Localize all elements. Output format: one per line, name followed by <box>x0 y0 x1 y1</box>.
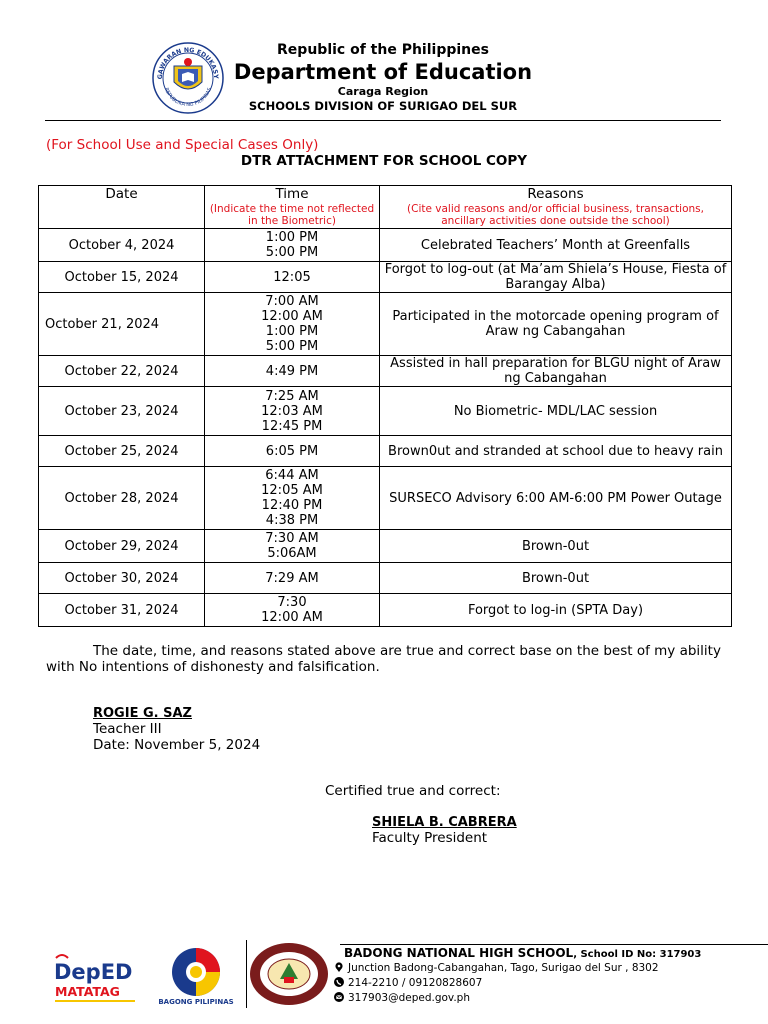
date-header-label: Date <box>105 186 138 202</box>
time-entry: 1:00 PM <box>265 230 319 245</box>
row-date: October 4, 2024 <box>39 229 205 262</box>
time-entry: 5:00 PM <box>265 339 319 354</box>
row-reason: SURSECO Advisory 6:00 AM-6:00 PM Power Outage <box>380 467 732 530</box>
time-entry: 4:38 PM <box>265 513 319 528</box>
school-address <box>334 962 659 974</box>
row-reason: Participated in the motorcade opening program of Araw ng Cabangahan <box>380 293 732 356</box>
certified-label: Certified true and correct: <box>325 783 501 799</box>
row-reason: Forgot to log-in (SPTA Day) <box>380 594 732 627</box>
table-row <box>39 530 732 563</box>
reasons-header-label: Reasons <box>527 186 584 202</box>
row-date: October 21, 2024 <box>39 293 205 356</box>
time-entry: 12:05 AM <box>261 483 323 498</box>
location-pin-icon <box>334 962 344 972</box>
row-reason: Assisted in hall preparation for BLGU night of Araw ng Cabangahan <box>380 356 732 387</box>
time-entry: 1:00 PM <box>265 324 319 339</box>
time-entry: 5:00 PM <box>265 245 319 260</box>
row-reason: Brown-0ut <box>380 563 732 594</box>
reasons-column-header <box>380 186 732 229</box>
table-row <box>39 436 732 467</box>
footer-horizontal-rule <box>340 944 768 945</box>
document-title: DTR ATTACHMENT FOR SCHOOL COPY <box>240 153 528 169</box>
table-row <box>39 563 732 594</box>
row-time <box>205 387 380 436</box>
row-time <box>205 262 380 293</box>
time-entry: 12:40 PM <box>261 498 323 513</box>
republic-line: Republic of the Philippines <box>277 42 489 58</box>
row-time <box>205 436 380 467</box>
row-reason: Celebrated Teachers’ Month at Greenfalls <box>380 229 732 262</box>
time-entry: 6:44 AM <box>265 468 319 483</box>
time-entry: 7:25 AM <box>265 388 319 404</box>
table-row <box>39 293 732 356</box>
signatory-position: Teacher III <box>93 721 162 737</box>
row-time <box>205 293 380 356</box>
row-date: October 31, 2024 <box>39 594 205 627</box>
time-column-header <box>205 186 380 229</box>
dtr-table <box>38 185 732 627</box>
department-line: Department of Education <box>233 60 533 84</box>
time-entry: 12:05 <box>273 269 311 285</box>
row-date: October 30, 2024 <box>39 563 205 594</box>
school-seal-logo <box>248 941 330 1007</box>
region-line: Caraga Region <box>337 85 429 98</box>
email-icon <box>334 992 344 1002</box>
deped-seal-logo <box>152 42 224 114</box>
certifier-position: Faculty President <box>372 830 488 846</box>
row-time <box>205 594 380 627</box>
address-text: Junction Badong-Cabangahan, Tago, Surigao del Sur , 8302 <box>348 962 659 974</box>
certifier-name: SHIELA B. CABRERA <box>372 815 517 830</box>
school-name <box>344 946 701 960</box>
bagong-pilipinas-text: BAGONG PILIPINAS <box>158 998 234 1006</box>
certification-paragraph: The date, time, and reasons stated above are true and correct base on the best of my ability with No intentions of dishonesty and falsification. <box>46 643 721 675</box>
time-entry: 12:03 AM <box>261 403 323 419</box>
signatory-date: Date: November 5, 2024 <box>93 737 261 753</box>
table-row <box>39 229 732 262</box>
time-entry: 12:00 AM <box>261 309 323 324</box>
time-entry: 12:45 PM <box>261 418 323 434</box>
time-header-note: (Indicate the time not reflected in the Biometric) <box>209 203 375 227</box>
time-entry: 5:06AM <box>267 546 317 561</box>
table-row <box>39 262 732 293</box>
row-reason: Brown0ut and stranded at school due to heavy rain <box>380 436 732 467</box>
row-date: October 15, 2024 <box>39 262 205 293</box>
time-entry: 7:00 AM <box>265 294 319 309</box>
row-date: October 25, 2024 <box>39 436 205 467</box>
email-text: 317903@deped.gov.ph <box>348 992 470 1004</box>
table-row <box>39 356 732 387</box>
row-time <box>205 563 380 594</box>
time-entry: 7:30 <box>277 595 307 610</box>
school-id: , School ID No: 317903 <box>573 949 702 960</box>
division-line: SCHOOLS DIVISION OF SURIGAO DEL SUR <box>248 99 518 113</box>
table-header-row <box>39 186 732 229</box>
row-time <box>205 530 380 563</box>
row-date: October 29, 2024 <box>39 530 205 563</box>
matatag-text: MATATAG <box>55 984 120 999</box>
row-reason: No Biometric- MDL/LAC session <box>380 387 732 436</box>
deped-matatag-logo <box>52 950 144 1006</box>
signatory-name: ROGIE G. SAZ <box>93 706 192 721</box>
phone-icon <box>334 977 344 987</box>
time-entry: 7:29 AM <box>265 570 319 586</box>
time-entry: 12:00 AM <box>261 610 323 625</box>
school-email <box>334 992 470 1004</box>
row-date: October 28, 2024 <box>39 467 205 530</box>
row-time <box>205 356 380 387</box>
date-column-header <box>39 186 205 229</box>
table-row <box>39 387 732 436</box>
bagong-pilipinas-logo <box>150 944 242 1006</box>
seal-text-top: GAWARAN NG EDUKASY <box>156 46 220 80</box>
row-date: October 22, 2024 <box>39 356 205 387</box>
header-divider <box>45 120 721 121</box>
special-cases-note: (For School Use and Special Cases Only) <box>46 137 319 153</box>
school-phone <box>334 977 482 989</box>
time-entry: 7:30 AM <box>265 531 319 546</box>
deped-logo-text: DepED <box>54 960 133 984</box>
school-name-text: BADONG NATIONAL HIGH SCHOOL <box>344 946 574 960</box>
seal-text-bottom: REPUBLIKA NG PILIPINAS <box>162 87 214 109</box>
reasons-header-note: (Cite valid reasons and/or official business, transactions, ancillary activities done outside the school) <box>407 203 704 227</box>
time-header-label: Time <box>275 186 309 202</box>
row-reason: Forgot to log-out (at Ma’am Shiela’s House, Fiesta of Barangay Alba) <box>380 262 732 293</box>
time-entry: 6:05 PM <box>265 443 319 459</box>
row-time <box>205 467 380 530</box>
phone-text: 214-2210 / 09120828607 <box>348 977 483 989</box>
row-date: October 23, 2024 <box>39 387 205 436</box>
time-entry: 4:49 PM <box>265 363 319 379</box>
row-reason: Brown-0ut <box>380 530 732 563</box>
footer-vertical-divider <box>246 940 247 1008</box>
table-row <box>39 594 732 627</box>
table-row <box>39 467 732 530</box>
row-time <box>205 229 380 262</box>
